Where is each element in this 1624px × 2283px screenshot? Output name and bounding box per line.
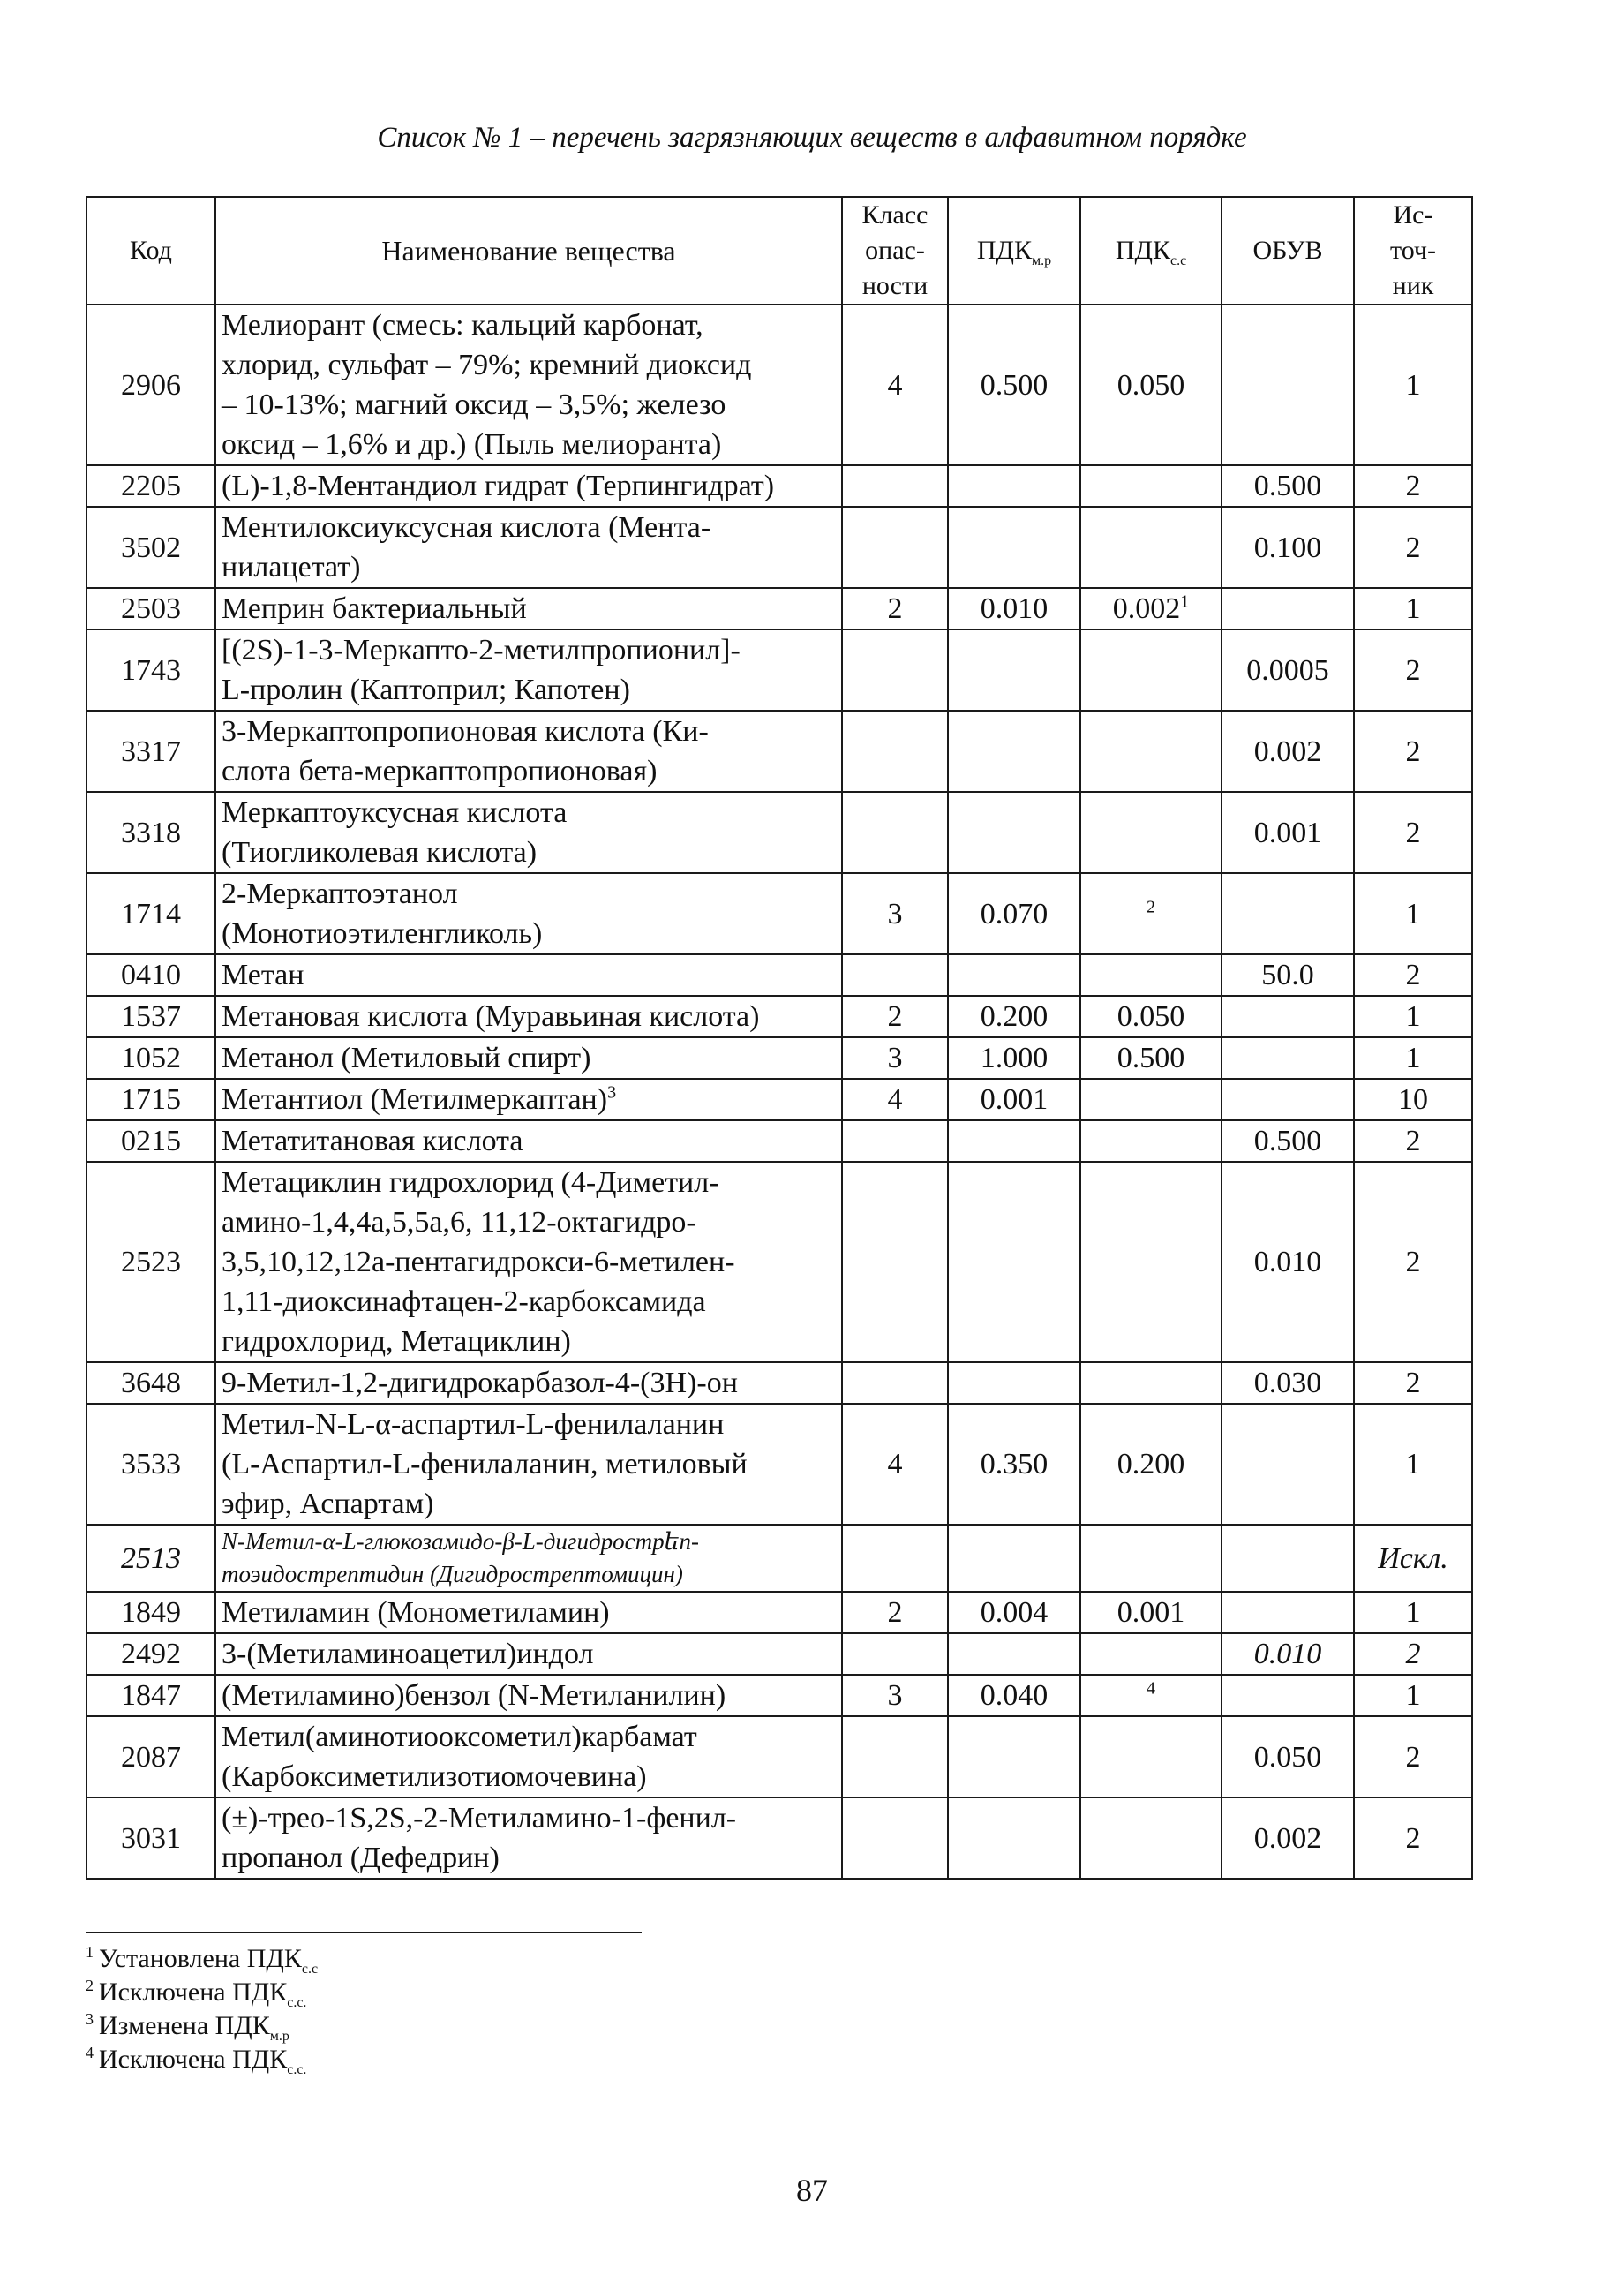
cell-hazard-class: 2 bbox=[842, 1592, 948, 1633]
cell-pdk-ss bbox=[1080, 1037, 1222, 1079]
table-row bbox=[86, 1716, 1472, 1797]
cell-hazard-class bbox=[842, 711, 948, 792]
cell-code: 3318 bbox=[86, 792, 215, 873]
table-row bbox=[86, 629, 1472, 711]
cell-source: 2 bbox=[1354, 1797, 1472, 1879]
cell-code: 1715 bbox=[86, 1079, 215, 1120]
substance-name-line: Метил(аминотиооксометил)карбамат bbox=[222, 1721, 697, 1753]
cell-hazard-class bbox=[842, 954, 948, 996]
substance-name-line: нилацетат) bbox=[222, 551, 361, 584]
footnote-divider bbox=[86, 1932, 642, 1933]
cell-pdk-mr: 0.040 bbox=[948, 1675, 1080, 1716]
header-pdk-ss-base: ПДК bbox=[1115, 236, 1170, 265]
cell-code: 2503 bbox=[86, 588, 215, 629]
cell-hazard-class: 2 bbox=[842, 588, 948, 629]
footnote-text: Изменена ПДК bbox=[99, 2011, 270, 2040]
cell-pdk-mr bbox=[948, 1633, 1080, 1675]
cell-pdk-ss bbox=[1080, 1362, 1222, 1404]
substance-name-line: эфир, Аспартам) bbox=[222, 1488, 434, 1520]
footnote-number: 2 bbox=[86, 1977, 94, 1994]
cell-pdk-mr: 0.500 bbox=[948, 305, 1080, 465]
cell-code: 3648 bbox=[86, 1362, 215, 1404]
cell-obuv: 0.010 bbox=[1222, 1633, 1354, 1675]
header-source-line-3: ник bbox=[1392, 271, 1434, 300]
cell-substance-name bbox=[215, 507, 842, 588]
substance-name-line: Метановая кислота (Муравьиная кислота) bbox=[222, 1000, 760, 1033]
footnotes bbox=[86, 1942, 792, 2076]
table-row bbox=[86, 1120, 1472, 1162]
cell-substance-name bbox=[215, 1797, 842, 1879]
cell-hazard-class bbox=[842, 1162, 948, 1362]
cell-pdk-ss bbox=[1080, 588, 1222, 629]
cell-source: 1 bbox=[1354, 873, 1472, 954]
substance-name-line: N-Метил-α-L-глюкозамидо-β-L-дигидрострեп- bbox=[222, 1528, 700, 1555]
cell-hazard-class bbox=[842, 507, 948, 588]
header-pdk-ss bbox=[1080, 197, 1222, 305]
table-row bbox=[86, 1797, 1472, 1879]
cell-obuv: 0.002 bbox=[1222, 711, 1354, 792]
substance-name-line: (L)-1,8-Ментандиол гидрат (Терпингидрат) bbox=[222, 470, 775, 502]
header-hazard-line-3: ности bbox=[861, 271, 929, 300]
cell-pdk-mr bbox=[948, 465, 1080, 507]
table-row bbox=[86, 1525, 1472, 1592]
header-pdk-mr bbox=[948, 197, 1080, 305]
substance-name-line: Мелиорант (смесь: кальций карбонат, bbox=[222, 309, 703, 342]
cell-source: 1 bbox=[1354, 1404, 1472, 1525]
cell-source: 2 bbox=[1354, 1120, 1472, 1162]
cell-substance-name bbox=[215, 629, 842, 711]
cell-obuv: 50.0 bbox=[1222, 954, 1354, 996]
cell-pdk-ss bbox=[1080, 465, 1222, 507]
cell-obuv: 0.001 bbox=[1222, 792, 1354, 873]
cell-source: 2 bbox=[1354, 1162, 1472, 1362]
footnote-sub: с.с. bbox=[287, 2062, 307, 2077]
cell-substance-name bbox=[215, 1362, 842, 1404]
table-row bbox=[86, 1162, 1472, 1362]
cell-hazard-class bbox=[842, 1633, 948, 1675]
cell-code: 2513 bbox=[86, 1525, 215, 1592]
header-name: Наименование вещества bbox=[215, 197, 842, 305]
cell-pdk-ss bbox=[1080, 1675, 1222, 1716]
cell-pdk-mr bbox=[948, 1162, 1080, 1362]
header-hazard-line-2: опас- bbox=[865, 236, 925, 265]
pdk-ss-value: 0.050 bbox=[1116, 1000, 1185, 1033]
cell-pdk-ss bbox=[1080, 1162, 1222, 1362]
cell-substance-name bbox=[215, 305, 842, 465]
cell-hazard-class bbox=[842, 1362, 948, 1404]
cell-code: 2492 bbox=[86, 1633, 215, 1675]
substance-name-line: Метиламин (Монометиламин) bbox=[222, 1596, 610, 1629]
footnote-mark: 3 bbox=[607, 1082, 617, 1103]
footnote-text: Установлена ПДК bbox=[99, 1944, 302, 1973]
cell-code: 3533 bbox=[86, 1404, 215, 1525]
cell-source: 10 bbox=[1354, 1079, 1472, 1120]
cell-source: 1 bbox=[1354, 996, 1472, 1037]
cell-source: 2 bbox=[1354, 629, 1472, 711]
cell-code: 1714 bbox=[86, 873, 215, 954]
cell-obuv: 0.030 bbox=[1222, 1362, 1354, 1404]
substance-name-line: (Карбоксиметилизотиомочевина) bbox=[222, 1760, 647, 1793]
substance-name-line: 1,11-диоксинафтацен-2-карбоксамида bbox=[222, 1285, 706, 1318]
cell-source: 2 bbox=[1354, 1362, 1472, 1404]
cell-pdk-ss bbox=[1080, 711, 1222, 792]
cell-substance-name bbox=[215, 711, 842, 792]
footnote-text: Исключена ПДК bbox=[99, 2045, 288, 2074]
cell-code: 0410 bbox=[86, 954, 215, 996]
pollutants-table bbox=[86, 196, 1473, 1880]
substance-name-line: L-пролин (Каптоприл; Капотен) bbox=[222, 674, 630, 706]
substance-name-line: слота бета-меркаптопропионовая) bbox=[222, 755, 658, 787]
cell-hazard-class bbox=[842, 1120, 948, 1162]
cell-obuv bbox=[1222, 1404, 1354, 1525]
cell-code: 3502 bbox=[86, 507, 215, 588]
cell-pdk-mr bbox=[948, 1797, 1080, 1879]
table-row bbox=[86, 792, 1472, 873]
cell-substance-name bbox=[215, 588, 842, 629]
footnote bbox=[86, 1942, 792, 1976]
cell-pdk-ss bbox=[1080, 1404, 1222, 1525]
table-row bbox=[86, 1592, 1472, 1633]
table-row bbox=[86, 1675, 1472, 1716]
footnote bbox=[86, 2043, 792, 2076]
substance-name-line: 3-(Метиламиноацетил)индол bbox=[222, 1638, 594, 1670]
header-hazard bbox=[842, 197, 948, 305]
header-source-line-2: точ- bbox=[1389, 236, 1437, 265]
cell-pdk-mr bbox=[948, 1120, 1080, 1162]
footnote-number: 3 bbox=[86, 2010, 94, 2028]
cell-pdk-mr bbox=[948, 629, 1080, 711]
table-row bbox=[86, 711, 1472, 792]
cell-substance-name bbox=[215, 792, 842, 873]
cell-hazard-class bbox=[842, 1797, 948, 1879]
cell-source: 1 bbox=[1354, 1592, 1472, 1633]
footnote-mark: 4 bbox=[1147, 1678, 1155, 1699]
cell-code: 0215 bbox=[86, 1120, 215, 1162]
header-hazard-line-1: Класс bbox=[861, 200, 929, 230]
table-body bbox=[86, 305, 1472, 1879]
pdk-ss-value: 0.200 bbox=[1116, 1448, 1185, 1481]
cell-obuv: 0.0005 bbox=[1222, 629, 1354, 711]
cell-substance-name bbox=[215, 1162, 842, 1362]
cell-pdk-ss bbox=[1080, 996, 1222, 1037]
substance-name-line: Метил-N-L-α-аспартил-L-фенилаланин bbox=[222, 1408, 725, 1441]
table-row bbox=[86, 588, 1472, 629]
substance-name-line: тоэидострептидин (Дигидрострептомицин) bbox=[222, 1561, 683, 1587]
cell-code: 2205 bbox=[86, 465, 215, 507]
table-row bbox=[86, 1404, 1472, 1525]
substance-name-line: (±)-трео-1S,2S,-2-Метиламино-1-фенил- bbox=[222, 1802, 737, 1835]
footnote-sub: с.с. bbox=[287, 1995, 307, 2010]
cell-substance-name bbox=[215, 873, 842, 954]
cell-substance-name bbox=[215, 996, 842, 1037]
cell-substance-name bbox=[215, 1675, 842, 1716]
footnote-sub: м.р bbox=[269, 2029, 289, 2044]
cell-pdk-ss bbox=[1080, 629, 1222, 711]
cell-source: 2 bbox=[1354, 792, 1472, 873]
cell-substance-name bbox=[215, 1404, 842, 1525]
cell-source: 2 bbox=[1354, 1633, 1472, 1675]
cell-pdk-mr: 0.010 bbox=[948, 588, 1080, 629]
substance-name-line: 9-Метил-1,2-дигидрокарбазол-4-(3Н)-он bbox=[222, 1367, 738, 1399]
header-pdk-ss-sub: с.с bbox=[1169, 253, 1187, 268]
table-row bbox=[86, 996, 1472, 1037]
cell-hazard-class: 2 bbox=[842, 996, 948, 1037]
cell-code: 2523 bbox=[86, 1162, 215, 1362]
cell-code: 3031 bbox=[86, 1797, 215, 1879]
cell-hazard-class bbox=[842, 1716, 948, 1797]
cell-hazard-class bbox=[842, 465, 948, 507]
footnote-text: Исключена ПДК bbox=[99, 1978, 288, 2007]
substance-name-line: 3,5,10,12,12а-пентагидрокси-6-метилен- bbox=[222, 1246, 735, 1278]
pdk-ss-value: 0.002 bbox=[1112, 592, 1181, 625]
cell-obuv: 0.010 bbox=[1222, 1162, 1354, 1362]
table-row bbox=[86, 507, 1472, 588]
cell-pdk-ss bbox=[1080, 873, 1222, 954]
cell-obuv bbox=[1222, 996, 1354, 1037]
cell-pdk-mr bbox=[948, 711, 1080, 792]
footnote-mark: 2 bbox=[1147, 897, 1155, 917]
cell-pdk-mr bbox=[948, 1716, 1080, 1797]
cell-code: 1537 bbox=[86, 996, 215, 1037]
cell-source: 2 bbox=[1354, 507, 1472, 588]
cell-substance-name bbox=[215, 1120, 842, 1162]
cell-substance-name bbox=[215, 1592, 842, 1633]
cell-source: 2 bbox=[1354, 465, 1472, 507]
cell-pdk-mr bbox=[948, 1525, 1080, 1592]
substance-name-line: Метациклин гидрохлорид (4-Диметил- bbox=[222, 1166, 719, 1199]
substance-name-line: пропанол (Дефедрин) bbox=[222, 1842, 500, 1874]
page-number: 87 bbox=[796, 2173, 828, 2208]
cell-pdk-ss bbox=[1080, 305, 1222, 465]
header-source-line-1: Ис- bbox=[1393, 200, 1433, 230]
pdk-ss-value: 0.001 bbox=[1116, 1596, 1185, 1629]
cell-substance-name bbox=[215, 1079, 842, 1120]
substance-name-line: (Метиламино)бензол (N-Метиланилин) bbox=[222, 1679, 726, 1712]
cell-hazard-class: 3 bbox=[842, 1037, 948, 1079]
footnote bbox=[86, 1976, 792, 2009]
cell-obuv: 0.050 bbox=[1222, 1716, 1354, 1797]
substance-name-line: (Тиогликолевая кислота) bbox=[222, 836, 538, 869]
cell-substance-name bbox=[215, 465, 842, 507]
cell-obuv bbox=[1222, 1079, 1354, 1120]
substance-name-line: амино-1,4,4а,5,5а,6, 11,12-октагидро- bbox=[222, 1206, 696, 1239]
cell-pdk-mr: 1.000 bbox=[948, 1037, 1080, 1079]
cell-code: 3317 bbox=[86, 711, 215, 792]
page-title: Список № 1 – перечень загрязняющих веществ в алфавитном порядке bbox=[377, 122, 1247, 154]
header-pdk-mr-base: ПДК bbox=[976, 236, 1032, 265]
cell-obuv: 0.002 bbox=[1222, 1797, 1354, 1879]
cell-pdk-ss bbox=[1080, 1797, 1222, 1879]
cell-pdk-mr bbox=[948, 954, 1080, 996]
cell-obuv: 0.500 bbox=[1222, 465, 1354, 507]
cell-pdk-mr: 0.350 bbox=[948, 1404, 1080, 1525]
substance-name-line: 3-Меркаптопропионовая кислота (Ки- bbox=[222, 715, 709, 748]
substance-name-line: – 10-13%; магний оксид – 3,5%; железо bbox=[222, 388, 726, 421]
table-row bbox=[86, 873, 1472, 954]
cell-pdk-mr bbox=[948, 1362, 1080, 1404]
cell-pdk-mr bbox=[948, 507, 1080, 588]
cell-substance-name bbox=[215, 954, 842, 996]
substance-name-line: Метанол (Метиловый спирт) bbox=[222, 1042, 591, 1074]
cell-source: Искл. bbox=[1354, 1525, 1472, 1592]
cell-code: 1847 bbox=[86, 1675, 215, 1716]
substance-name-line: Метатитановая кислота bbox=[222, 1125, 523, 1157]
substance-name-line: хлорид, сульфат – 79%; кремний диоксид bbox=[222, 349, 752, 381]
cell-substance-name bbox=[215, 1716, 842, 1797]
table-row bbox=[86, 1037, 1472, 1079]
cell-obuv bbox=[1222, 1675, 1354, 1716]
pdk-ss-value: 0.500 bbox=[1116, 1042, 1185, 1074]
cell-pdk-mr bbox=[948, 792, 1080, 873]
footnote bbox=[86, 2009, 792, 2043]
cell-pdk-ss bbox=[1080, 1592, 1222, 1633]
table-row bbox=[86, 305, 1472, 465]
cell-pdk-mr: 0.004 bbox=[948, 1592, 1080, 1633]
table-row bbox=[86, 465, 1472, 507]
cell-pdk-mr: 0.001 bbox=[948, 1079, 1080, 1120]
cell-code: 2906 bbox=[86, 305, 215, 465]
cell-pdk-ss bbox=[1080, 507, 1222, 588]
cell-source: 2 bbox=[1354, 954, 1472, 996]
cell-substance-name bbox=[215, 1633, 842, 1675]
cell-hazard-class: 3 bbox=[842, 1675, 948, 1716]
table-row bbox=[86, 1633, 1472, 1675]
cell-source: 2 bbox=[1354, 711, 1472, 792]
header-source bbox=[1354, 197, 1472, 305]
substance-name-line: Ментилоксиуксусная кислота (Мента- bbox=[222, 511, 711, 544]
cell-pdk-ss bbox=[1080, 954, 1222, 996]
substance-name-line: (L-Аспартил-L-фенилаланин, метиловый bbox=[222, 1448, 748, 1481]
pdk-ss-value: 0.050 bbox=[1116, 368, 1185, 402]
footnote-number: 1 bbox=[86, 1943, 94, 1961]
substance-name-line: (Монотиоэтиленгликоль) bbox=[222, 917, 543, 950]
cell-source: 1 bbox=[1354, 588, 1472, 629]
cell-pdk-ss bbox=[1080, 1079, 1222, 1120]
substance-name-line: [(2S)-1-3-Меркапто-2-метилпропионил]- bbox=[222, 634, 741, 667]
cell-obuv: 0.100 bbox=[1222, 507, 1354, 588]
cell-pdk-ss bbox=[1080, 1633, 1222, 1675]
cell-pdk-ss bbox=[1080, 1716, 1222, 1797]
footnote-number: 4 bbox=[86, 2044, 94, 2061]
table-header-row bbox=[86, 197, 1472, 305]
substance-name-line: Метан bbox=[222, 959, 304, 991]
table-row bbox=[86, 1079, 1472, 1120]
cell-obuv bbox=[1222, 1525, 1354, 1592]
cell-hazard-class: 4 bbox=[842, 1404, 948, 1525]
footnote-sub: с.с bbox=[301, 1962, 319, 1977]
cell-substance-name bbox=[215, 1037, 842, 1079]
cell-source: 2 bbox=[1354, 1716, 1472, 1797]
substance-name-line: 2-Меркаптоэтанол bbox=[222, 878, 458, 910]
cell-code: 1052 bbox=[86, 1037, 215, 1079]
substance-name-line: гидрохлорид, Метациклин) bbox=[222, 1325, 571, 1358]
cell-pdk-mr: 0.200 bbox=[948, 996, 1080, 1037]
cell-hazard-class bbox=[842, 792, 948, 873]
cell-pdk-ss bbox=[1080, 792, 1222, 873]
cell-source: 1 bbox=[1354, 1675, 1472, 1716]
cell-hazard-class: 4 bbox=[842, 305, 948, 465]
substance-name-line: оксид – 1,6% и др.) (Пыль мелиоранта) bbox=[222, 428, 722, 461]
header-code: Код bbox=[86, 197, 215, 305]
substance-name-line: Меприн бактериальный bbox=[222, 592, 527, 625]
cell-code: 1743 bbox=[86, 629, 215, 711]
footnote-mark: 1 bbox=[1180, 591, 1190, 612]
cell-obuv bbox=[1222, 588, 1354, 629]
cell-source: 1 bbox=[1354, 1037, 1472, 1079]
cell-hazard-class bbox=[842, 1525, 948, 1592]
table-row bbox=[86, 954, 1472, 996]
cell-hazard-class: 3 bbox=[842, 873, 948, 954]
cell-obuv bbox=[1222, 873, 1354, 954]
cell-obuv: 0.500 bbox=[1222, 1120, 1354, 1162]
substance-name-line: Меркаптоуксусная кислота bbox=[222, 796, 568, 829]
table-row bbox=[86, 1362, 1472, 1404]
header-pdk-mr-sub: м.р bbox=[1032, 253, 1052, 268]
substance-name-line: Метантиол (Метилмеркаптан) bbox=[222, 1083, 608, 1116]
cell-substance-name bbox=[215, 1525, 842, 1592]
cell-code: 1849 bbox=[86, 1592, 215, 1633]
cell-obuv bbox=[1222, 305, 1354, 465]
cell-pdk-ss bbox=[1080, 1120, 1222, 1162]
cell-source: 1 bbox=[1354, 305, 1472, 465]
cell-obuv bbox=[1222, 1592, 1354, 1633]
cell-obuv bbox=[1222, 1037, 1354, 1079]
cell-pdk-mr: 0.070 bbox=[948, 873, 1080, 954]
cell-hazard-class: 4 bbox=[842, 1079, 948, 1120]
cell-pdk-ss bbox=[1080, 1525, 1222, 1592]
cell-hazard-class bbox=[842, 629, 948, 711]
cell-code: 2087 bbox=[86, 1716, 215, 1797]
header-obuv: ОБУВ bbox=[1222, 197, 1354, 305]
